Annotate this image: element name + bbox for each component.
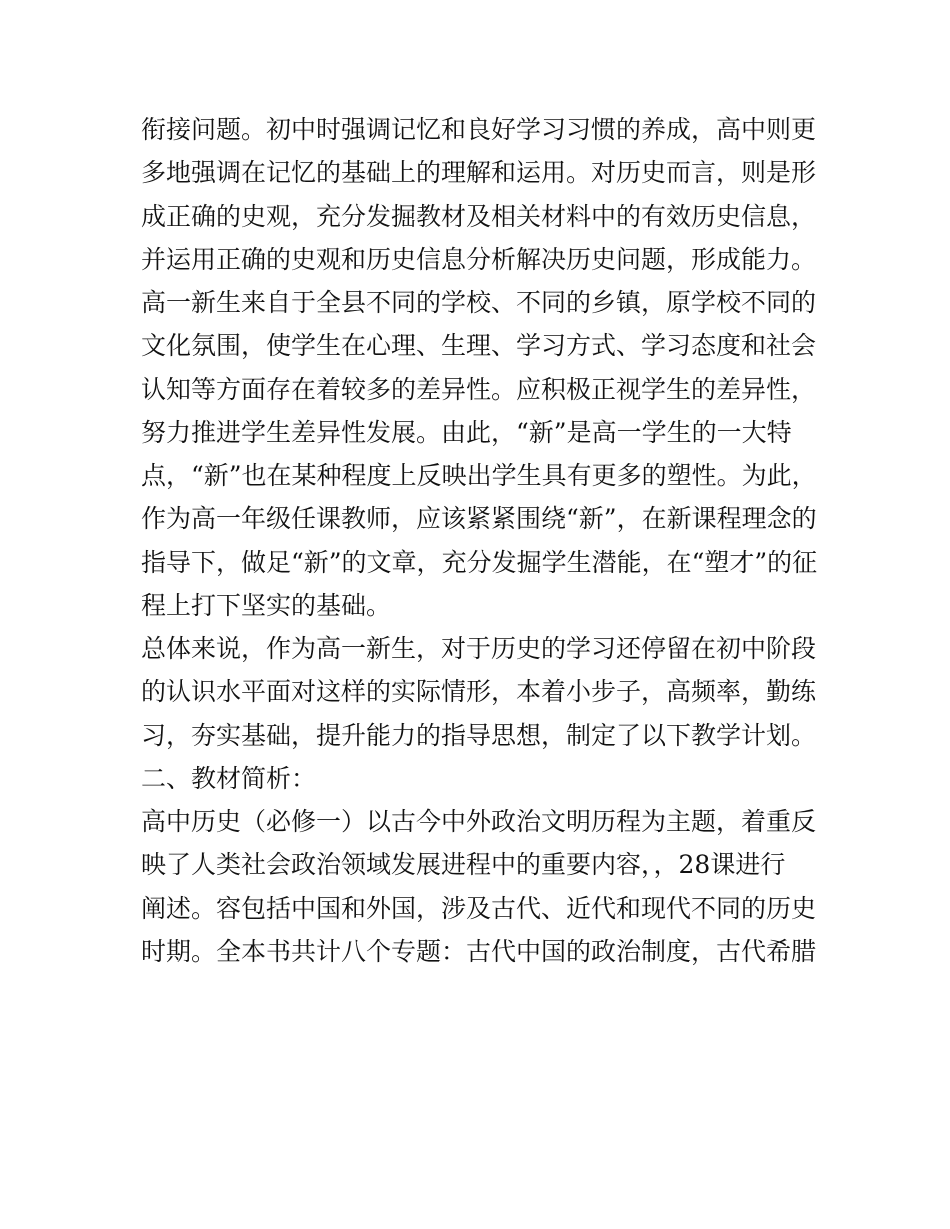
text-line-8: 努力推进学生差异性发展。由此，“新”是高一学生的一大特 — [141, 417, 792, 447]
section-heading: 二、教材简析： — [141, 763, 317, 793]
text-line-15: 习，夯实基础，提升能力的指导思想，制定了以下教学计划。 — [141, 720, 817, 750]
text-line-2: 多地强调在记忆的基础上的理解和运用。对历史而言，则是形 — [141, 158, 817, 188]
text-line-20: 时期。全本书共计八个专题：古代中国的政治制度，古代希腊 — [141, 936, 817, 966]
text-line-14: 的认识水平面对这样的实际情形，本着小步子，高频率，勤练 — [141, 677, 817, 707]
text-line-10: 作为高一年级任课教师，应该紧紧围绕“新”，在新课程理念的 — [141, 504, 817, 534]
text-line-6: 文化氛围，使学生在心理、生理、学习方式、学习态度和社会 — [141, 331, 817, 361]
text-line-12: 程上打下坚实的基础。 — [141, 590, 392, 620]
text-line-17: 高中历史（必修一）以古今中外政治文明历程为主题，着重反 — [141, 807, 817, 836]
text-line-1: 衔接问题。初中时强调记忆和良好学习习惯的养成，高中则更 — [141, 115, 817, 144]
text-line-19: 阐述。容包括中国和外国，涉及古代、近代和现代不同的历史 — [141, 893, 817, 923]
text-line-7: 认知等方面存在着较多的差异性。应积极正视学生的差异性， — [141, 374, 817, 404]
text-line-13: 总体来说，作为高一新生，对于历史的学习还停留在初中阶段 — [141, 634, 817, 663]
text-line-3: 成正确的史观，充分发掘教材及相关材料中的有效历史信息， — [141, 201, 817, 231]
text-line-4: 并运用正确的史观和历史信息分析解决历史问题，形成能力。 — [141, 244, 817, 274]
text-line-9: 点，“新”也在某种程度上反映出学生具有更多的塑性。为此， — [141, 461, 817, 490]
body-text — [141, 108, 821, 973]
text-line-11: 指导下，做足“新”的文章，充分发掘学生潜能，在“塑才”的征 — [141, 547, 818, 577]
text-line-18: 映了人类社会政治领域发展进程中的重要内容，，28课进行 — [141, 850, 786, 880]
text-line-5: 高一新生来自于全县不同的学校、不同的乡镇，原学校不同的 — [141, 288, 817, 317]
